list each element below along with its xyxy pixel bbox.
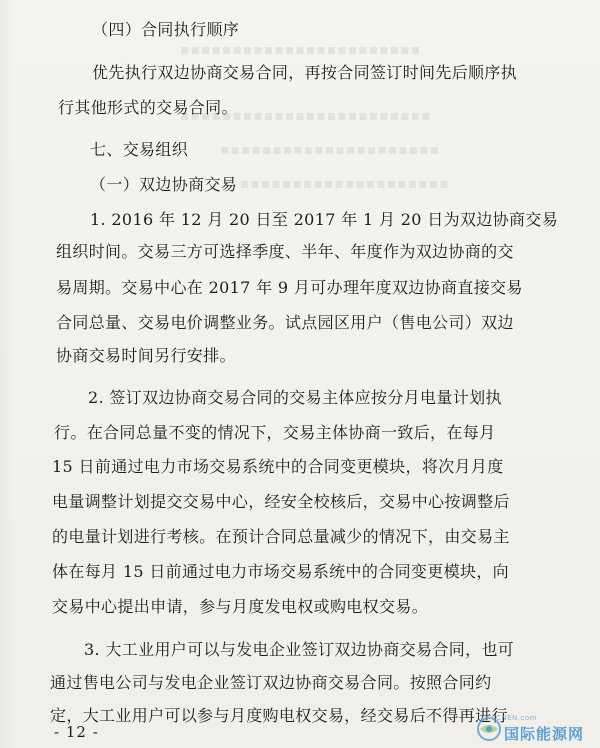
bleed-through-decoration: ▪▪▪▪▪▪▪▪▪▪▪▪▪▪▪▪▪▪▪▪▪▪▪ xyxy=(180,42,422,58)
bleed-through-decoration: ▪▪▪▪▪▪▪▪▪▪▪▪▪▪▪▪▪▪▪▪▪ xyxy=(220,142,441,158)
bleed-through-decoration: ▪▪▪▪▪▪▪▪▪▪▪▪▪▪▪▪▪▪▪▪▪▪▪▪ xyxy=(180,108,432,124)
paragraph-line: 易周期。交易中心在 2017 年 9 月可办理年度双边协商直接交易 xyxy=(56,278,523,297)
paragraph-line: 15 日前通过电力市场交易系统中的合同变更模块，将次月月度 xyxy=(52,457,504,476)
paragraph-line: 通过售电公司与发电企业签订双边协商交易合同。按照合同约 xyxy=(50,673,492,692)
paragraph-line: 行其他形式的交易合同。 xyxy=(58,98,238,117)
watermark-url: CNEN.com xyxy=(496,714,537,722)
paragraph-line: 优先执行双边协商交易合同，再按合同签订时间先后顺序执 xyxy=(92,63,518,82)
paragraph-line: 定，大工业用户可以参与月度购电权交易，经交易后不得再进行 xyxy=(50,706,508,725)
paragraph-line: 1. 2016 年 12 月 20 日至 2017 年 1 月 20 日为双边协商交易 xyxy=(90,210,559,229)
section-heading: 七、交易组织 xyxy=(90,140,189,159)
site-watermark xyxy=(476,714,594,744)
paragraph-line: 组织时间。交易三方可选择季度、半年、年度作为双边协商的交 xyxy=(56,242,514,261)
paragraph-line: 3. 大工业用户可以与发电企业签订双边协商交易合同，也可 xyxy=(84,640,515,659)
paragraph-line: 协商交易时间另行安排。 xyxy=(56,346,236,365)
paragraph-line: 行。在合同总量不变的情况下，交易主体协商一致后，在每月 xyxy=(54,423,496,442)
paragraph-line: 合同总量、交易电价调整业务。试点园区用户（售电公司）双边 xyxy=(56,313,514,332)
paragraph-line: 的电量计划进行考核。在预计合同总量减少的情况下，由交易主 xyxy=(52,527,510,546)
section-subheading: （四）合同执行顺序 xyxy=(92,20,240,39)
paragraph-line: 体在每月 15 日前通过电力市场交易系统中的合同变更模块，向 xyxy=(52,562,510,581)
page-number: - 12 - xyxy=(54,723,99,741)
watermark-site-name: 国际能源网 xyxy=(504,725,585,743)
paragraph-line: 2. 签订双边协商交易合同的交易主体应按分月电量计划执 xyxy=(88,388,502,407)
paragraph-line: 电量调整计划提交交易中心，经安全校核后，交易中心按调整后 xyxy=(52,492,510,511)
paragraph-line: 交易中心提出申请，参与月度发电权或购电权交易。 xyxy=(52,597,429,616)
section-subheading: （一）双边协商交易 xyxy=(90,175,238,194)
bleed-through-decoration: ▪▪▪▪▪▪▪▪▪▪▪▪▪▪▪▪▪▪▪▪ xyxy=(240,176,450,192)
